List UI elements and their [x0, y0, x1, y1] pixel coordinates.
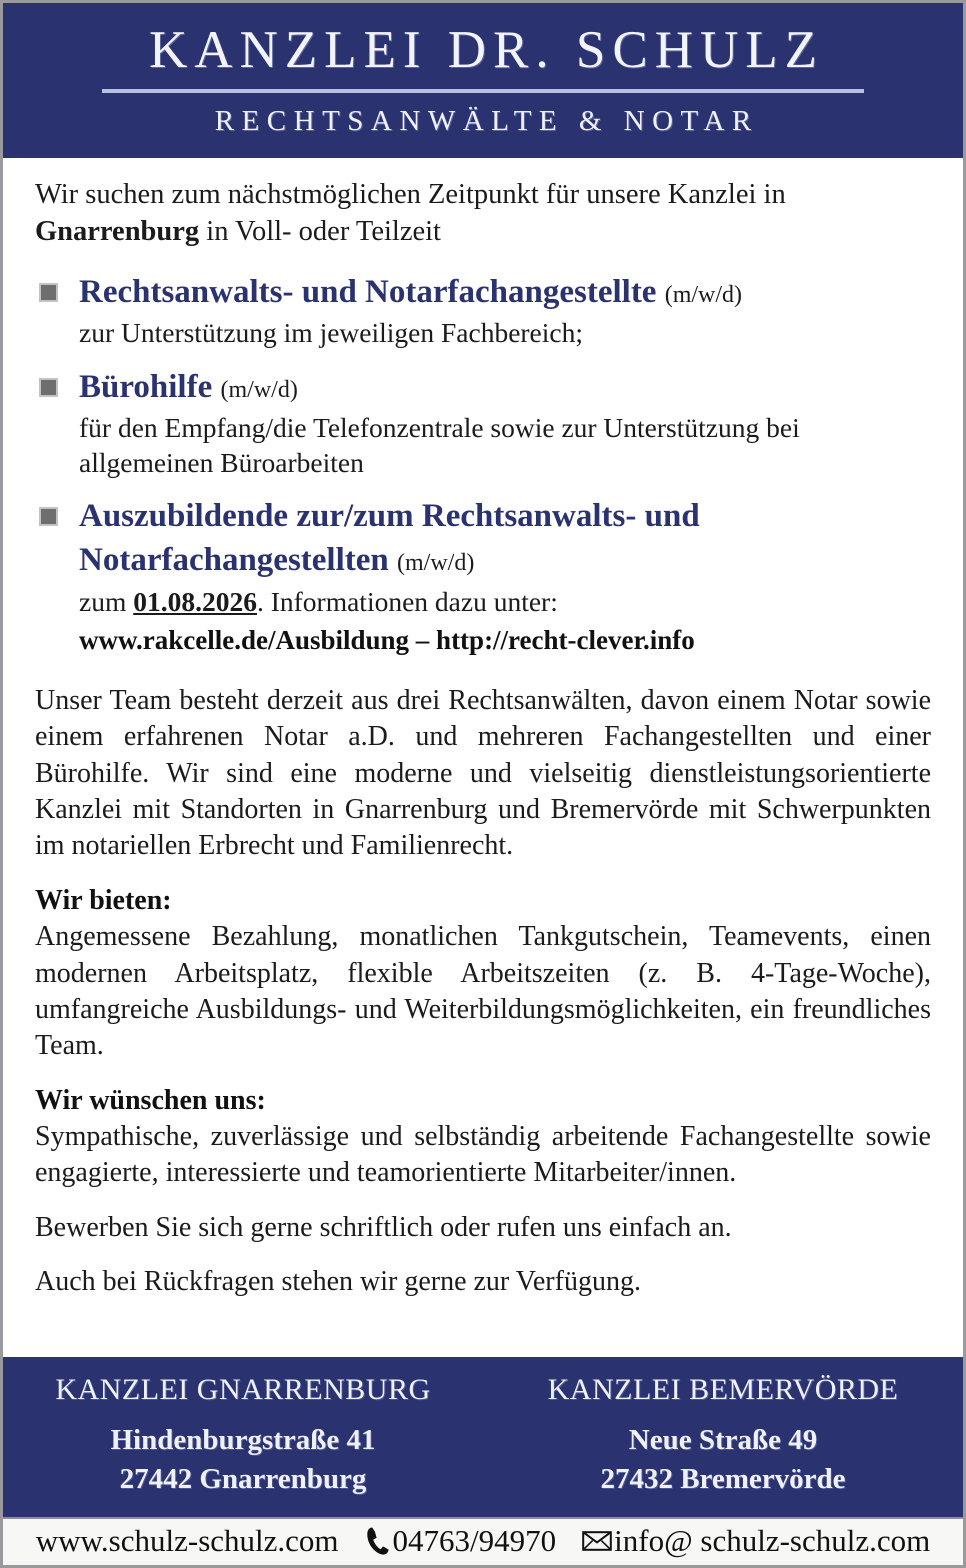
contact-bar — [3, 1517, 963, 1565]
ad-header — [3, 3, 963, 158]
office-city: 27432 Bremervörde — [600, 1463, 846, 1496]
job-title — [79, 270, 931, 314]
job-title-text: Rechtsanwalts- und Notarfachangestellte — [79, 274, 657, 311]
office-street: Neue Straße 49 — [628, 1424, 818, 1457]
job-title — [79, 365, 931, 409]
intro-line-a: Wir suchen zum nächstmöglichen Zeitpunkt für unsere Kanzlei in — [35, 179, 786, 211]
gender-note: (m/w/d) — [397, 550, 475, 577]
questions-paragraph: Auch bei Rückfragen stehen wir gerne zur Verfügung. — [35, 1266, 641, 1298]
start-date-prefix: zum — [79, 585, 134, 617]
about-paragraph: Unser Team besteht derzeit aus drei Rechtsanwälten, davon einem Notar sowie einem erfahrenen Notar a.D. und mehreren Fachangestellten und einer Bürohilfe. Wir sind eine moderne und vielseitig dienstleistungsorientierte Kanzlei mit Standorten in Gnarrenburg und Bremervörde mit Schwerpunkten im notariellen Erbrecht und Familienrecht. — [35, 684, 931, 862]
phone-number: 04763/94970 — [392, 1522, 557, 1558]
office-name: KANZLEI BEMERVÖRDE — [547, 1372, 899, 1406]
job-list — [35, 270, 931, 656]
square-bullet-icon — [39, 283, 58, 302]
job-title — [79, 494, 931, 582]
intro-location: Gnarrenburg — [35, 216, 200, 248]
job-title-text: Bürohilfe — [79, 368, 213, 405]
website-text: www.schulz-schulz.com — [35, 1522, 339, 1558]
job-description — [79, 584, 931, 619]
job-title-text: Auszubildende zur/zum Rechtsanwalts- und Notarfachangestellten — [79, 498, 700, 579]
job-description: zur Unterstützung im jeweiligen Fachbereich; — [79, 317, 583, 349]
gender-note: (m/w/d) — [664, 282, 743, 309]
office-city: 27442 Gnarrenburg — [119, 1463, 367, 1496]
ad-body — [3, 158, 963, 1309]
email-entry[interactable] — [582, 1524, 930, 1558]
apprenticeship-links[interactable]: www.rakcelle.de/Ausbildung – http://recht-clever.info — [79, 624, 695, 655]
start-date-suffix: . Informationen dazu unter: — [256, 585, 558, 617]
firm-subtitle: RECHTSANWÄLTE & NOTAR — [214, 105, 759, 138]
office-street: Hindenburgstraße 41 — [110, 1424, 376, 1457]
email-address: info@ schulz-schulz.com — [614, 1522, 931, 1558]
phone-handset-icon — [365, 1526, 391, 1556]
phone-entry[interactable] — [365, 1524, 557, 1558]
office-name: KANZLEI GNARRENBURG — [55, 1372, 431, 1406]
offer-paragraph: Angemessene Bezahlung, monatlichen Tankgutschein, Teamevents, einen modernen Arbeitsplatz, flexible Arbeitszeiten (z. B. 4-Tage-Woche), umfangreiche Ausbildungs- und Weiterbildungsmöglichkeiten, ein freundliches Team. — [35, 921, 931, 1062]
intro-paragraph — [35, 176, 931, 250]
start-date: 01.08.2026 — [133, 585, 257, 617]
apply-paragraph: Bewerben Sie sich gerne schriftlich oder rufen uns einfach an. — [35, 1211, 732, 1243]
envelope-icon — [582, 1529, 612, 1553]
office-bremervoerde — [483, 1371, 963, 1499]
website-link[interactable] — [36, 1524, 339, 1558]
job-description: für den Empfang/die Telefonzentrale sowie zur Unterstützung bei allgemeinen Büroarbeiten — [79, 411, 800, 478]
job-item — [35, 270, 931, 350]
offer-heading: Wir bieten: — [35, 884, 172, 916]
ad-footer — [3, 1357, 963, 1565]
job-item — [35, 494, 931, 656]
intro-line-b: in Voll- oder Teilzeit — [199, 216, 441, 248]
wishes-paragraph: Sympathische, zuverlässige und selbständig arbeitende Fachangestellte sowie engagierte, interessierte und teamorientierte Mitarbeiter/innen. — [35, 1121, 931, 1189]
office-gnarrenburg — [3, 1371, 483, 1499]
square-bullet-icon — [39, 378, 58, 397]
firm-name: KANZLEI DR. SCHULZ — [148, 21, 825, 79]
gender-note: (m/w/d) — [220, 376, 298, 403]
office-list — [3, 1357, 963, 1517]
square-bullet-icon — [39, 507, 58, 526]
wishes-heading: Wir wünschen uns: — [35, 1084, 266, 1116]
job-item — [35, 365, 931, 481]
header-divider — [102, 89, 864, 93]
